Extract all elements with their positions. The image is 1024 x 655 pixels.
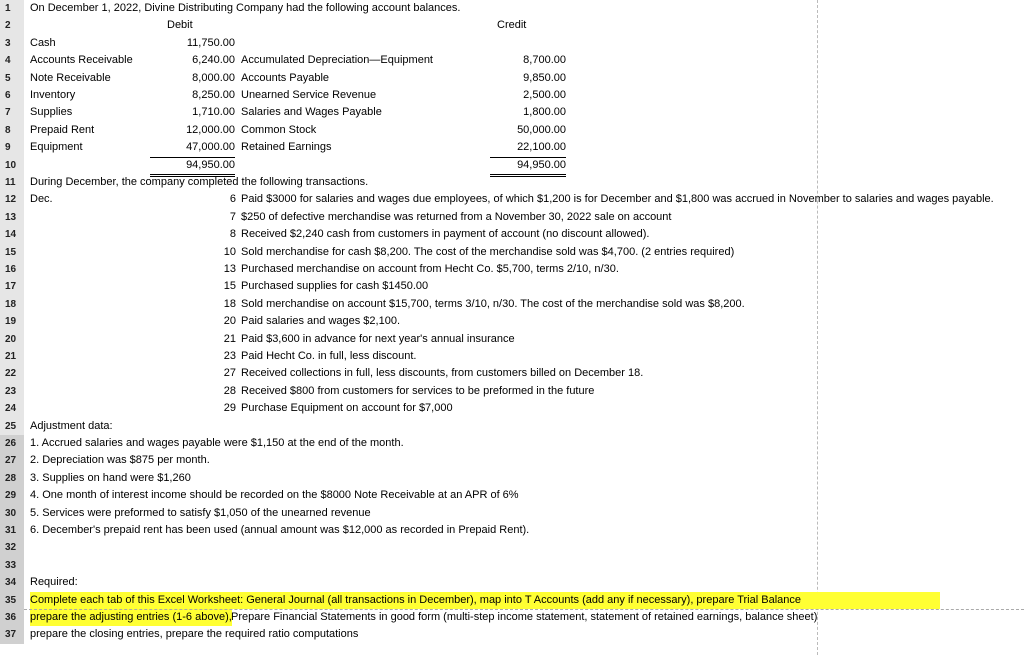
- row-number[interactable]: 33: [0, 557, 24, 574]
- credit-amount[interactable]: 2,500.00: [523, 89, 566, 101]
- credit-amount[interactable]: 9,850.00: [523, 71, 566, 84]
- transaction-day[interactable]: 28: [223, 384, 236, 397]
- row-number[interactable]: 22: [0, 365, 24, 382]
- credit-amount[interactable]: 8,700.00: [523, 54, 566, 67]
- transaction-text[interactable]: Paid Hecht Co. in full, less discount.: [241, 350, 417, 362]
- transaction-text[interactable]: Sold merchandise on account $15,700, terms 3/10, n/30. The cost of the merchandise sold was $8,200.: [241, 297, 745, 310]
- required-line[interactable]: Complete each tab of this Excel Worksheet: General Journal (all transactions in December), map into T Accounts (add any if necessary), prepare Trial Balance: [30, 592, 940, 609]
- row-number[interactable]: 9: [0, 139, 24, 156]
- debit-total[interactable]: 94,950.00: [150, 157, 235, 177]
- sheet-row: [0, 470, 1024, 487]
- debit-account[interactable]: Accounts Receivable: [30, 54, 133, 67]
- row-divider: [24, 609, 1024, 610]
- sheet-row: [0, 0, 1024, 17]
- debit-header[interactable]: Debit: [167, 19, 193, 32]
- transaction-text[interactable]: Purchased merchandise on account from Hecht Co. $5,700, terms 2/10, n/30.: [241, 263, 619, 275]
- sheet-row: [0, 574, 1024, 591]
- row-number[interactable]: 5: [0, 70, 24, 87]
- credit-amount[interactable]: 22,100.00: [490, 139, 566, 157]
- transaction-day[interactable]: 29: [223, 402, 236, 415]
- sheet-row: [0, 87, 1024, 104]
- sheet-row: [0, 296, 1024, 313]
- row-number[interactable]: 11: [0, 174, 24, 191]
- row-number[interactable]: 14: [0, 226, 24, 243]
- sheet-row: [0, 522, 1024, 539]
- debit-account[interactable]: Prepaid Rent: [30, 123, 95, 136]
- sheet-row: [0, 609, 1024, 626]
- row-number[interactable]: 2: [0, 17, 24, 34]
- sheet-row: [0, 35, 1024, 52]
- debit-amount[interactable]: 6,240.00: [192, 54, 235, 67]
- credit-account[interactable]: Accumulated Depreciation—Equipment: [241, 54, 433, 67]
- row-number[interactable]: 23: [0, 383, 24, 400]
- row-number[interactable]: 12: [0, 191, 24, 208]
- sheet-row: [0, 539, 1024, 556]
- credit-account[interactable]: Retained Earnings: [241, 141, 332, 154]
- sheet-row: [0, 157, 1024, 174]
- adjustment-item[interactable]: 6. December's prepaid rent has been used (annual amount was $12,000 as recorded in Prepaid Rent).: [30, 524, 530, 536]
- month-label[interactable]: Dec.: [30, 193, 53, 206]
- required-line[interactable]: prepare the closing entries, prepare the required ratio computations: [30, 628, 359, 641]
- sheet-row: [0, 626, 1024, 643]
- credit-account[interactable]: Salaries and Wages Payable: [241, 106, 382, 119]
- credit-amount[interactable]: 1,800.00: [523, 106, 566, 119]
- adjustment-title[interactable]: Adjustment data:: [30, 419, 113, 432]
- row-number[interactable]: 1: [0, 0, 24, 17]
- sheet-row: [0, 383, 1024, 400]
- debit-account[interactable]: Equipment: [30, 141, 83, 154]
- row-number[interactable]: 19: [0, 313, 24, 330]
- sheet-row: [0, 261, 1024, 278]
- row-number[interactable]: 30: [0, 505, 24, 522]
- row-number[interactable]: 35: [0, 592, 24, 609]
- sheet-row: [0, 226, 1024, 243]
- sheet-row: [0, 331, 1024, 348]
- transaction-text[interactable]: Sold merchandise for cash $8,200. The cost of the merchandise sold was $4,700. (2 entries required): [241, 245, 735, 258]
- credit-account[interactable]: Accounts Payable: [241, 71, 330, 84]
- transactions-intro[interactable]: During December, the company completed the following transactions.: [30, 176, 369, 188]
- row-number[interactable]: 25: [0, 418, 24, 435]
- transaction-day[interactable]: 8: [229, 228, 236, 241]
- sheet-row: [0, 139, 1024, 156]
- debit-account[interactable]: Supplies: [30, 106, 73, 119]
- row-number[interactable]: 13: [0, 209, 24, 226]
- adjustment-item[interactable]: 4. One month of interest income should be recorded on the $8000 Note Receivable at an APR of 6%: [30, 489, 519, 502]
- transaction-day[interactable]: 7: [229, 210, 236, 223]
- sheet-row: [0, 487, 1024, 504]
- transaction-day[interactable]: 10: [223, 245, 236, 258]
- credit-account[interactable]: Unearned Service Revenue: [241, 89, 377, 101]
- sheet-row: [0, 592, 1024, 609]
- credit-amount[interactable]: 50,000.00: [517, 123, 566, 136]
- transaction-text[interactable]: Purchased supplies for cash $1450.00: [241, 280, 429, 293]
- row-number[interactable]: 15: [0, 244, 24, 261]
- required-title[interactable]: Required:: [30, 576, 78, 589]
- required-line[interactable]: Prepare Financial Statements in good form (multi-step income statement, statement of retained earnings, balance sheet): [231, 611, 818, 623]
- row-number[interactable]: 27: [0, 452, 24, 469]
- sheet-row: [0, 122, 1024, 139]
- transaction-text[interactable]: Paid salaries and wages $2,100.: [241, 315, 400, 328]
- intro-text[interactable]: On December 1, 2022, Divine Distributing Company had the following account balances.: [30, 2, 461, 14]
- transaction-text[interactable]: Purchase Equipment on account for $7,000: [241, 402, 453, 415]
- credit-account[interactable]: [241, 35, 501, 52]
- adjustment-item[interactable]: 3. Supplies on hand were $1,260: [30, 471, 191, 484]
- credit-amount[interactable]: [490, 35, 566, 52]
- transaction-day[interactable]: 23: [223, 350, 236, 362]
- transaction-day[interactable]: 13: [223, 263, 236, 275]
- row-number[interactable]: 37: [0, 626, 24, 643]
- debit-amount[interactable]: 8,250.00: [192, 89, 235, 101]
- transaction-day[interactable]: 15: [223, 280, 236, 293]
- row-number[interactable]: 8: [0, 122, 24, 139]
- debit-amount[interactable]: 47,000.00: [150, 139, 235, 157]
- transaction-day[interactable]: 18: [223, 297, 236, 310]
- row-number[interactable]: 18: [0, 296, 24, 313]
- row-number[interactable]: 4: [0, 52, 24, 69]
- row-number[interactable]: 32: [0, 539, 24, 556]
- transaction-day[interactable]: 20: [223, 315, 236, 328]
- credit-header[interactable]: Credit: [497, 19, 527, 32]
- transaction-text[interactable]: Received $2,240 cash from customers in payment of account (no discount allowed).: [241, 228, 650, 241]
- row-number[interactable]: 24: [0, 400, 24, 417]
- row-number[interactable]: 28: [0, 470, 24, 487]
- debit-account[interactable]: Note Receivable: [30, 71, 111, 84]
- row-number[interactable]: 17: [0, 278, 24, 295]
- debit-amount[interactable]: 1,710.00: [192, 106, 235, 119]
- adjustment-item[interactable]: 2. Depreciation was $875 per month.: [30, 454, 210, 467]
- transaction-text[interactable]: Received collections in full, less discounts, from customers billed on December 18.: [241, 367, 644, 380]
- row-number[interactable]: 21: [0, 348, 24, 365]
- sheet-row: [0, 70, 1024, 87]
- row-number[interactable]: 10: [0, 157, 24, 174]
- debit-account[interactable]: Inventory: [30, 89, 76, 101]
- sheet-row: [0, 174, 1024, 191]
- adjustment-item[interactable]: 5. Services were preformed to satisfy $1,050 of the unearned revenue: [30, 506, 371, 519]
- row-number[interactable]: 26: [0, 435, 24, 452]
- row-number[interactable]: 6: [0, 87, 24, 104]
- adjustment-item[interactable]: 1. Accrued salaries and wages payable were $1,150 at the end of the month.: [30, 437, 404, 449]
- credit-total[interactable]: 94,950.00: [490, 157, 566, 177]
- sheet-row: [0, 104, 1024, 121]
- sheet-row: [0, 418, 1024, 435]
- sheet-row: [0, 452, 1024, 469]
- row-number[interactable]: 29: [0, 487, 24, 504]
- sheet-row: [0, 209, 1024, 226]
- transaction-day[interactable]: 6: [229, 193, 236, 206]
- sheet-row: [0, 435, 1024, 452]
- row-number[interactable]: 34: [0, 574, 24, 591]
- credit-account[interactable]: Common Stock: [241, 123, 317, 136]
- row-number[interactable]: 31: [0, 522, 24, 539]
- transaction-day[interactable]: 21: [223, 332, 236, 345]
- sheet-row: [0, 17, 1024, 34]
- sheet-row: [0, 52, 1024, 69]
- transaction-text[interactable]: Paid $3000 for salaries and wages due employees, of which $1,200 is for December and $1,800 was accrued in November to salaries and wages payable.: [241, 193, 994, 206]
- transaction-text[interactable]: Received $800 from customers for services to be preformed in the future: [241, 384, 595, 397]
- sheet-row: [0, 557, 1024, 574]
- sheet-row: [0, 313, 1024, 330]
- transaction-text[interactable]: Paid $3,600 in advance for next year's annual insurance: [241, 332, 515, 345]
- transaction-day[interactable]: 27: [223, 367, 236, 380]
- sheet-row: [0, 191, 1024, 208]
- row-number[interactable]: 7: [0, 104, 24, 121]
- row-number[interactable]: 16: [0, 261, 24, 278]
- sheet-row: [0, 505, 1024, 522]
- sheet-row: [0, 400, 1024, 417]
- transaction-text[interactable]: $250 of defective merchandise was returned from a November 30, 2022 sale on account: [241, 210, 672, 223]
- sheet-row: [0, 278, 1024, 295]
- sheet-row: [0, 365, 1024, 382]
- debit-amount[interactable]: 12,000.00: [186, 123, 235, 136]
- debit-account[interactable]: Cash: [30, 36, 56, 49]
- row-number[interactable]: 3: [0, 35, 24, 52]
- sheet-row: [0, 348, 1024, 365]
- required-line-highlight[interactable]: prepare the adjusting entries (1-6 above),: [30, 609, 232, 626]
- debit-amount[interactable]: 8,000.00: [192, 71, 235, 84]
- row-number[interactable]: 36: [0, 609, 24, 626]
- row-number[interactable]: 20: [0, 331, 24, 348]
- debit-amount[interactable]: 11,750.00: [186, 36, 235, 49]
- sheet-row: [0, 244, 1024, 261]
